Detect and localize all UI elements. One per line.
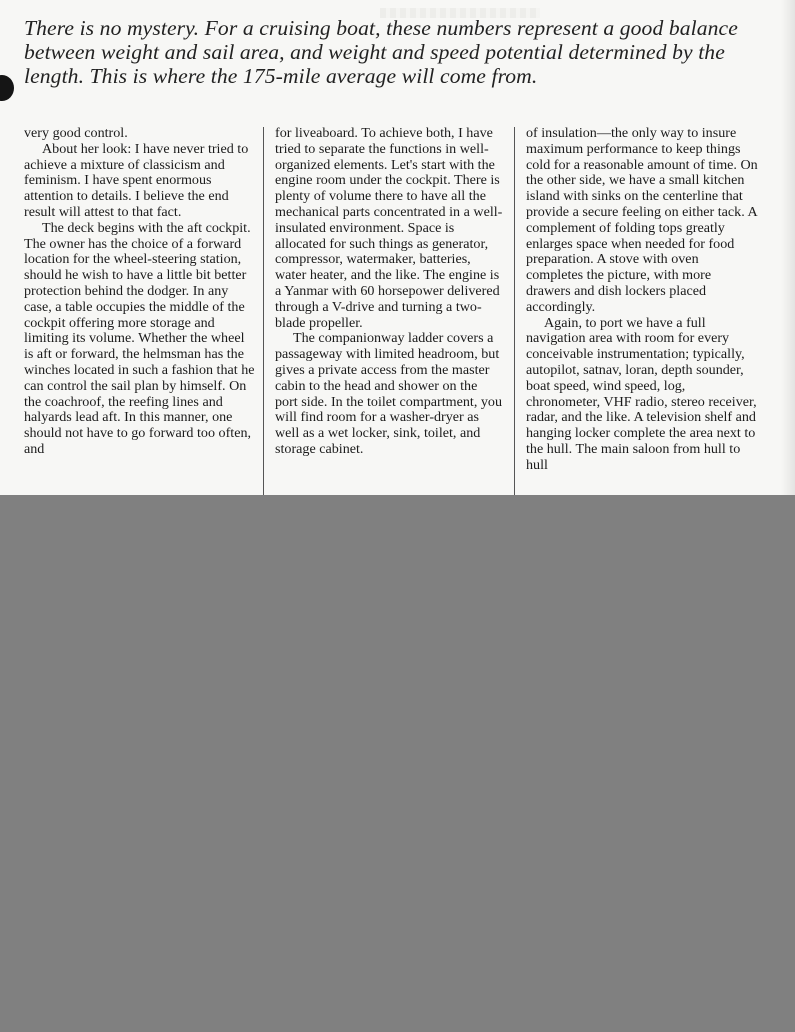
scanned-page: [0, 0, 795, 495]
pull-quote-line: length. This is where the 175-mile average will come from.: [24, 64, 538, 88]
pull-quote-line: There is no mystery. For a cruising boat, these numbers represent a good balance: [24, 16, 738, 40]
paragraph: for liveaboard. To achieve both, I have tried to separate the functions in well-organized elements. Let's start with the engine room under the cockpit. There is plenty of volume there to have all the mechanical parts concentrated in a well-insulated environment. Space is allocated for such things as generator, compressor, watermaker, batteries, water heater, and the like. The engine is a Yanmar with 60 horsepower delivered through a V-drive and turning a two-blade propeller.: [275, 126, 503, 331]
paragraph: The companionway ladder covers a passageway with limited headroom, but gives a private access from the master cabin to the head and shower on the port side. In the toilet compartment, you will find room for a washer-dryer as well as a wet locker, sink, toilet, and storage cabinet.: [275, 330, 503, 457]
pull-quote-line: between weight and sail area, and weight and speed potential determined by the: [24, 40, 725, 64]
paragraph: of insulation—the only way to insure maximum performance to keep things cold for a reasonable amount of time. On the other side, we have a small kitchen island with sinks on the centerline that provide a secure feeling on either tack. A complement of folding tops greatly enlarges space when needed for food preparation. A stove with oven completes the picture, with more drawers and dish lockers placed accordingly.: [526, 126, 758, 315]
text-column-1: [24, 126, 256, 494]
paragraph: very good control.: [24, 126, 128, 141]
binder-hole: [0, 75, 14, 101]
paragraph: Again, to port we have a full navigation area with room for every conceivable instrumentation; typically, autopilot, satnav, loran, depth sounder, boat speed, wind speed, log, chronometer, VHF radio, stereo receiver, radar, and the like. A television shelf and hanging locker complete the area next to the hull. The main saloon from hull to hull: [526, 314, 757, 473]
column-divider: [263, 127, 264, 495]
scan-edge-shadow: [781, 0, 795, 495]
column-divider: [514, 127, 515, 495]
blank-scan-area: [0, 495, 795, 1032]
text-column-2: [275, 126, 503, 494]
paragraph: The deck begins with the aft cockpit. The owner has the choice of a forward location for the wheel-steering station, should he wish to have a little bit better protection behind the dodger. In any case, a table occupies the middle of the cockpit offering more storage and limiting its volume. Whether the wheel is aft or forward, the helmsman has the winches located in such a fashion that he can control the sail plan by himself. On the coachroof, the reefing lines and halyards lead aft. In this manner, one should not have to go forward too often, and: [24, 219, 255, 457]
text-column-3: [526, 126, 758, 494]
pull-quote: [24, 16, 784, 88]
paragraph: About her look: I have never tried to achieve a mixture of classicism and feminism. I have spent enormous attention to details. I believe the end result will attest to that fact.: [24, 140, 249, 220]
